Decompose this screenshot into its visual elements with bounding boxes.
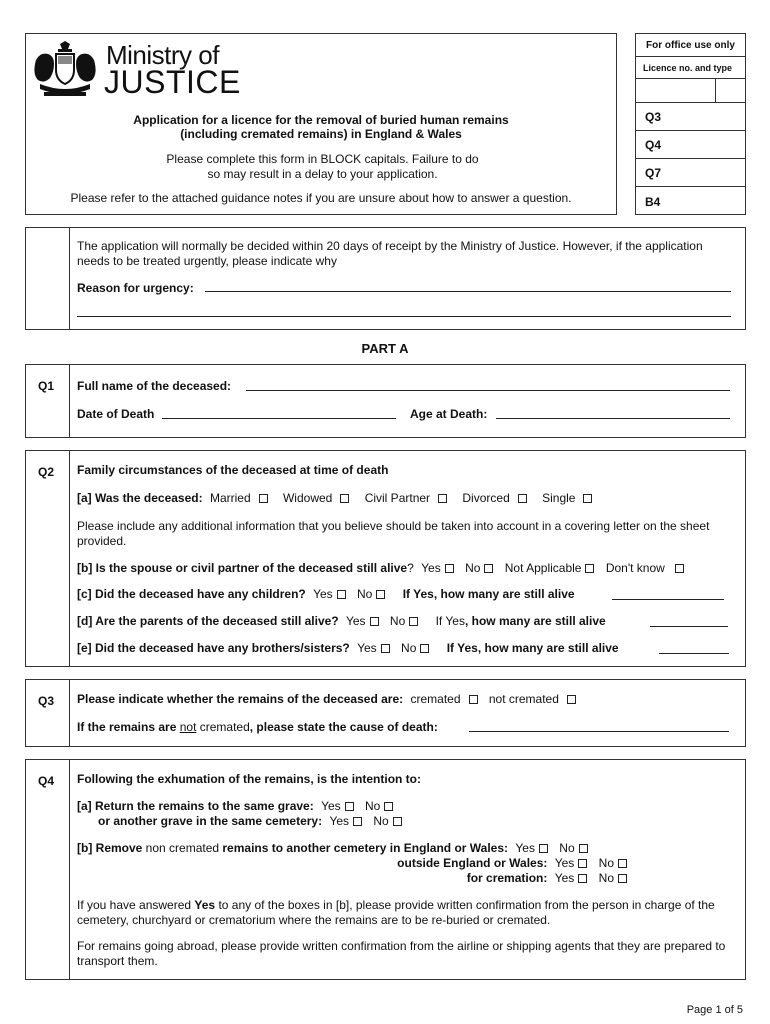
- children-yes-checkbox[interactable]: [337, 590, 346, 599]
- cause-of-death-field[interactable]: [469, 718, 729, 732]
- q2a-row: [a] Was the deceased: Married Widowed Civil Partner Divorced Single: [77, 491, 596, 505]
- urgency-label: Reason for urgency:: [77, 281, 194, 295]
- urgency-line-2[interactable]: [77, 303, 731, 317]
- widowed-checkbox[interactable]: [340, 494, 349, 503]
- q2e-row: [e] Did the deceased have any brothers/sisters? Yes No If Yes, how many are still alive: [77, 641, 619, 655]
- q2-note: Please include any additional information that you believe should be taken into account in a covering letter on the sheet provided.: [77, 519, 710, 548]
- office-use-box: [635, 33, 746, 215]
- q3-label: Q3: [26, 680, 70, 746]
- england-wales-yes-checkbox[interactable]: [539, 844, 548, 853]
- q4b-row2: outside England or Wales: Yes No: [397, 856, 631, 870]
- parents-no-checkbox[interactable]: [409, 617, 418, 626]
- age-at-death-field[interactable]: [496, 405, 730, 419]
- q3-row2: If the remains are not cremated, please state the cause of death:: [77, 720, 438, 734]
- q3-row1: Please indicate whether the remains of the deceased are: cremated not cremated: [77, 692, 580, 706]
- abroad-no-checkbox[interactable]: [618, 859, 627, 868]
- q4-label: Q4: [26, 760, 70, 979]
- cremation-yes-checkbox[interactable]: [578, 874, 587, 883]
- instruction-1: Please complete this form in BLOCK capitals. Failure to do so may result in a delay to your application.: [166, 152, 479, 181]
- logo-line1: Ministry of: [106, 40, 219, 70]
- licence-field-1[interactable]: [636, 78, 716, 102]
- licence-label: Licence no. and type: [643, 63, 733, 73]
- q4a-row2: or another grave in the same cemetery: Yes No: [98, 814, 406, 828]
- not-cremated-checkbox[interactable]: [567, 695, 576, 704]
- children-no-checkbox[interactable]: [376, 590, 385, 599]
- same-grave-no-checkbox[interactable]: [384, 802, 393, 811]
- page-number: Page 1 of 5: [686, 1004, 743, 1016]
- cremated-checkbox[interactable]: [469, 695, 478, 704]
- england-wales-no-checkbox[interactable]: [579, 844, 588, 853]
- divorced-checkbox[interactable]: [518, 494, 527, 503]
- office-row-b4: B4: [645, 195, 661, 209]
- q4-note-1: If you have answered Yes to any of the boxes in [b], please provide written confirmation from the person in charge of the cemetery, churchyard or crematorium where the remains are to be re-buried or cremated.: [77, 898, 715, 927]
- siblings-no-checkbox[interactable]: [420, 644, 429, 653]
- q1-name-label: Full name of the deceased:: [77, 379, 232, 393]
- q4a-row1: [a] Return the remains to the same grave: Yes No: [77, 799, 397, 813]
- married-checkbox[interactable]: [259, 494, 268, 503]
- q4b-row1: [b] Remove non cremated remains to another cemetery in England or Wales: Yes No: [77, 841, 592, 855]
- q2-label: Q2: [26, 451, 70, 666]
- same-cemetery-no-checkbox[interactable]: [393, 817, 402, 826]
- logo-line2: JUSTICE: [104, 64, 241, 100]
- q2-box: [25, 450, 746, 667]
- form-title-2: (including cremated remains) in England & Wales: [180, 127, 462, 141]
- q1-label: Q1: [26, 365, 70, 437]
- spouse-alive-no-checkbox[interactable]: [484, 564, 493, 573]
- abroad-yes-checkbox[interactable]: [578, 859, 587, 868]
- spouse-alive-yes-checkbox[interactable]: [445, 564, 454, 573]
- same-cemetery-yes-checkbox[interactable]: [353, 817, 362, 826]
- office-row-q7: Q7: [645, 166, 662, 180]
- office-use-title: For office use only: [646, 40, 735, 51]
- q1-age-label: Age at Death:: [410, 407, 488, 421]
- q4b-row3: for cremation: Yes No: [467, 871, 631, 885]
- office-row-q4: Q4: [645, 138, 662, 152]
- q2c-row: [c] Did the deceased have any children? Yes No If Yes, how many are still alive: [77, 587, 575, 601]
- licence-field-2[interactable]: [716, 78, 747, 102]
- q1-dod-label: Date of Death: [77, 407, 155, 421]
- urgency-text: The application will normally be decided within 20 days of receipt by the Ministry of Justice. However, if the application needs to be treated urgently, please indicate why: [77, 239, 703, 268]
- single-checkbox[interactable]: [583, 494, 592, 503]
- q2-title: Family circumstances of the deceased at time of death: [77, 463, 389, 477]
- deceased-name-field[interactable]: [246, 377, 730, 391]
- q1-box: [25, 364, 746, 438]
- siblings-count-field[interactable]: [659, 640, 729, 654]
- office-row-q3: Q3: [645, 110, 662, 124]
- part-a-title: PART A: [361, 341, 409, 356]
- instruction-2: Please refer to the attached guidance notes if you are unsure about how to answer a question.: [70, 191, 572, 205]
- cremation-no-checkbox[interactable]: [618, 874, 627, 883]
- crest-icon: [30, 40, 100, 102]
- children-count-field[interactable]: [612, 586, 724, 600]
- spouse-alive-na-checkbox[interactable]: [585, 564, 594, 573]
- q3-box: [25, 679, 746, 747]
- form-title-1: Application for a licence for the removal of buried human remains: [133, 113, 509, 127]
- siblings-yes-checkbox[interactable]: [381, 644, 390, 653]
- parents-count-field[interactable]: [650, 613, 728, 627]
- date-of-death-field[interactable]: [162, 405, 396, 419]
- q2b-row: [b] Is the spouse or civil partner of the deceased still alive? Yes No Not Applicable Don't know: [77, 561, 688, 575]
- q4-title: Following the exhumation of the remains, is the intention to:: [77, 772, 422, 786]
- urgency-line-1[interactable]: [205, 278, 731, 292]
- q2d-row: [d] Are the parents of the deceased still alive? Yes No If Yes, how many are still alive: [77, 614, 606, 628]
- parents-yes-checkbox[interactable]: [370, 617, 379, 626]
- q4-note-2: For remains going abroad, please provide written confirmation from the airline or shipping agents that they are prepared to transport them.: [77, 939, 726, 968]
- spouse-alive-dontknow-checkbox[interactable]: [675, 564, 684, 573]
- civil-partner-checkbox[interactable]: [438, 494, 447, 503]
- same-grave-yes-checkbox[interactable]: [345, 802, 354, 811]
